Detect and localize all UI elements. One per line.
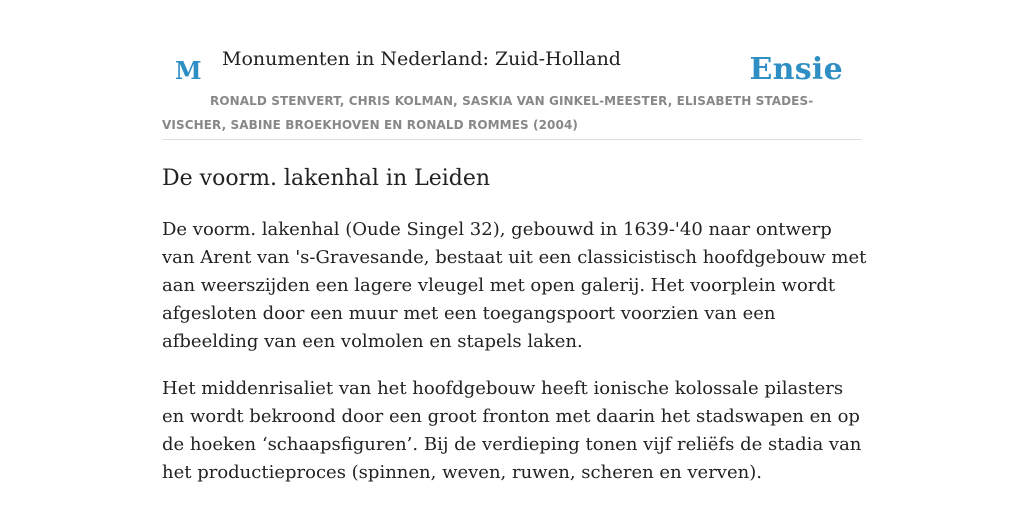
source-logo[interactable]: M [175,56,202,85]
authors-line: RONALD STENVERT, CHRIS KOLMAN, SASKIA VAN GINKEL-MEESTER, ELISABETH STADES-VISCHER, SABINE BROEKHOVEN EN RONALD ROMMES (2004) [162,94,814,132]
header-divider [162,139,862,140]
paragraph-2: Het middenrisaliet van het hoofdgebouw heeft ionische kolossale pilasters en wordt bekroond door een groot fronton met daarin het stadswapen en op de hoeken ‘schaapsfiguren’. Bij de verdieping tonen vijf reliëfs de stadia van het productieproces (spinnen, weven, ruwen, scheren en verven). [162,378,862,483]
ensie-logo[interactable]: Ensie [749,52,843,87]
book-title[interactable]: Monumenten in Nederland: Zuid-Holland [222,48,621,70]
article-title: De voorm. lakenhal in Leiden [162,166,491,191]
paragraph-1: De voorm. lakenhal (Oude Singel 32), gebouwd in 1639-'40 naar ontwerp van Arent van 's-Gravesande, bestaat uit een classicistisch hoofdgebouw met aan weerszijden een lagere vleugel met open galerij. Het voorplein wordt afgesloten door een muur met een toegangspoort voorzien van een afbeelding van een volmolen en stapels laken. [162,219,867,352]
